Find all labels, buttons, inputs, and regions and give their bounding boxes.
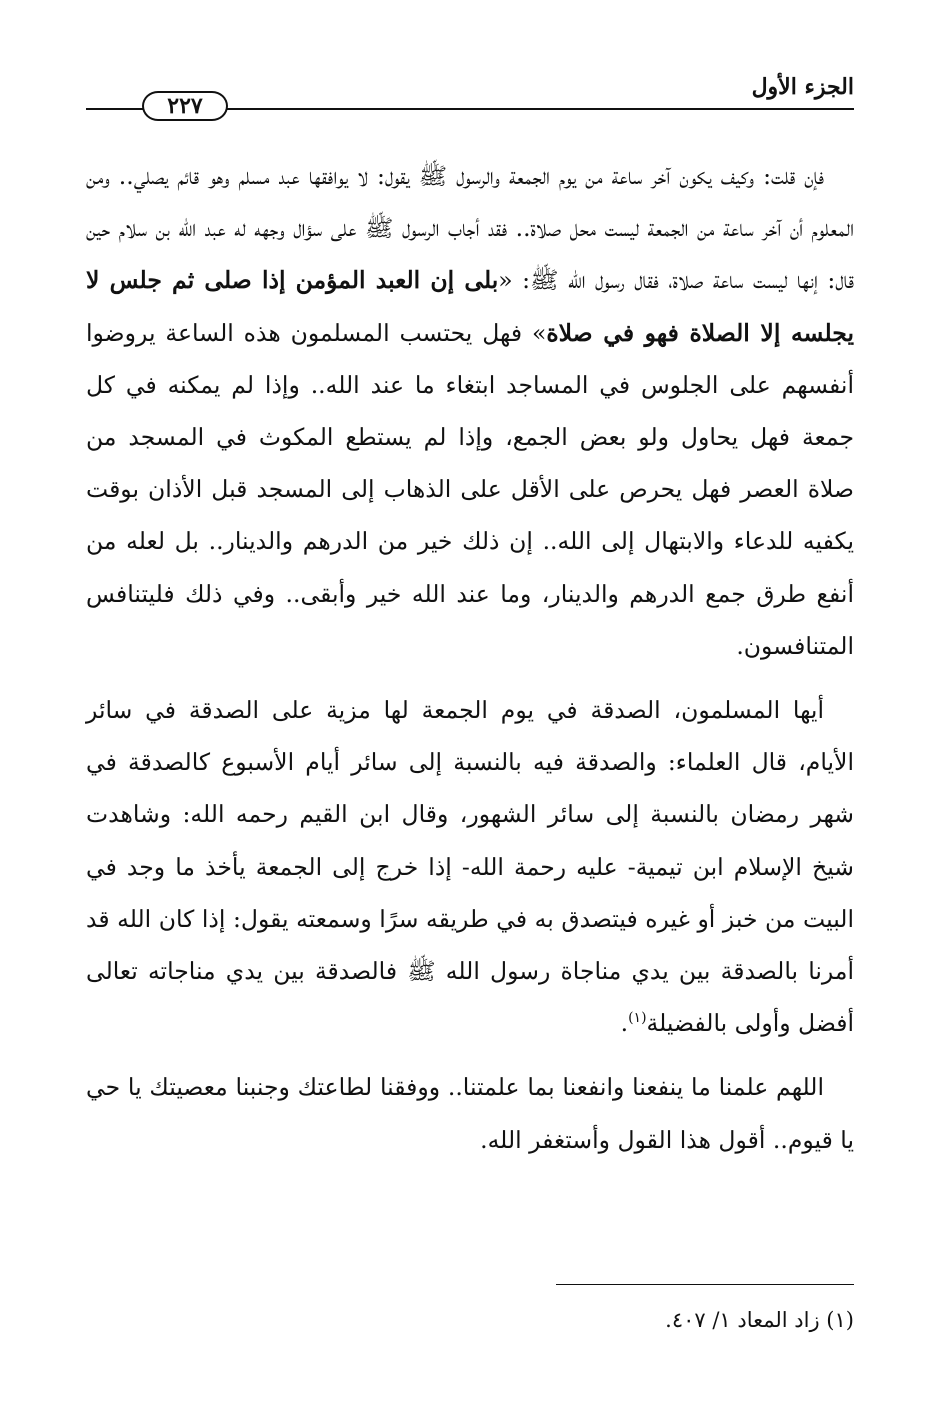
page-number: ٢٢٧ xyxy=(142,91,228,121)
running-title: الجزء الأول xyxy=(751,74,854,100)
paragraph-friday-charity xyxy=(86,684,854,1049)
paragraph-text: » فهل يحتسب المسلمون هذه الساعة يروضوا أنفسهم على الجلوس في المساجد ابتغاء ما عند الله.. وإذا لم يمكنه في كل جمعة فهل يحاول ولو بعض الجمع، وإذا لم يستطع المكوث في المسجد من صلاة العصر فهل يحرص على الأقل على الذهاب إلى المسجد قبل الأذان بوقت يكفيه للدعاء والابتهال إلى الله.. إن ذلك خير من الدرهم والدينار.. بل لعله من أنفع طرق جمع الدرهم والدينار، وما عند الله خير وأبقى.. وفي ذلك فليتنافس المتنافسون. xyxy=(86,318,854,660)
footnote-reference[interactable]: (١) xyxy=(628,1010,647,1027)
page-header xyxy=(86,66,854,132)
footnote-rule xyxy=(556,1284,854,1285)
paragraph-text: أيها المسلمون، الصدقة في يوم الجمعة لها مزية على الصدقة في سائر الأيام، قال العلماء: والصدقة فيه بالنسبة إلى سائر أيام الأسبوع كالصدقة في شهر رمضان بالنسبة إلى سائر الشهور، وقال ابن القيم رحمه الله: وشاهدت شيخ الإسلام ابن تيمية- عليه رحمة الله- إذا خرج إلى الجمعة يأخذ ما وجد في البيت من خبز أو غيره فيتصدق به في طريقه سرًا وسمعته يقول: إذا كان الله قد أمرنا بالصدقة بين يدي مناجاة رسول الله ﷺ فالصدقة بين يدي مناجاته تعالى أفضل وأولى بالفضيلة xyxy=(86,696,854,1038)
hadith-quote: بلى إن العبد المؤمن إذا صلى ثم جلس لا يجلسه إلا الصلاة فهو في صلاة xyxy=(86,266,855,347)
paragraph-text: . xyxy=(620,1009,629,1038)
footnote: (١) زاد المعاد ١/ ٤٠٧. xyxy=(665,1308,854,1332)
paragraph-friday-hour xyxy=(86,150,854,672)
paragraph-text: فإن قلت: وكيف يكون آخر ساعة من يوم الجمعة والرسول ﷺ يقول: لا يوافقها عبد مسلم وهو قائم يصلي.. ومن المعلوم أن آخر ساعة من الجمعة ليست محل صلاة.. فقد أجاب الرسول ﷺ على سؤال وجهه له عبد الله بن سلام حين قال: إنها ليست ساعة صلاة، فقال رسول الله ﷺ: « xyxy=(86,162,854,295)
paragraph-closing-prayer: اللهم علمنا ما ينفعنا وانفعنا بما علمتنا.. ووفقنا لطاعتك وجنبنا معصيتك يا حي يا قيوم.. أقول هذا القول وأستغفر الله. xyxy=(86,1073,854,1154)
main-text xyxy=(86,150,854,1166)
